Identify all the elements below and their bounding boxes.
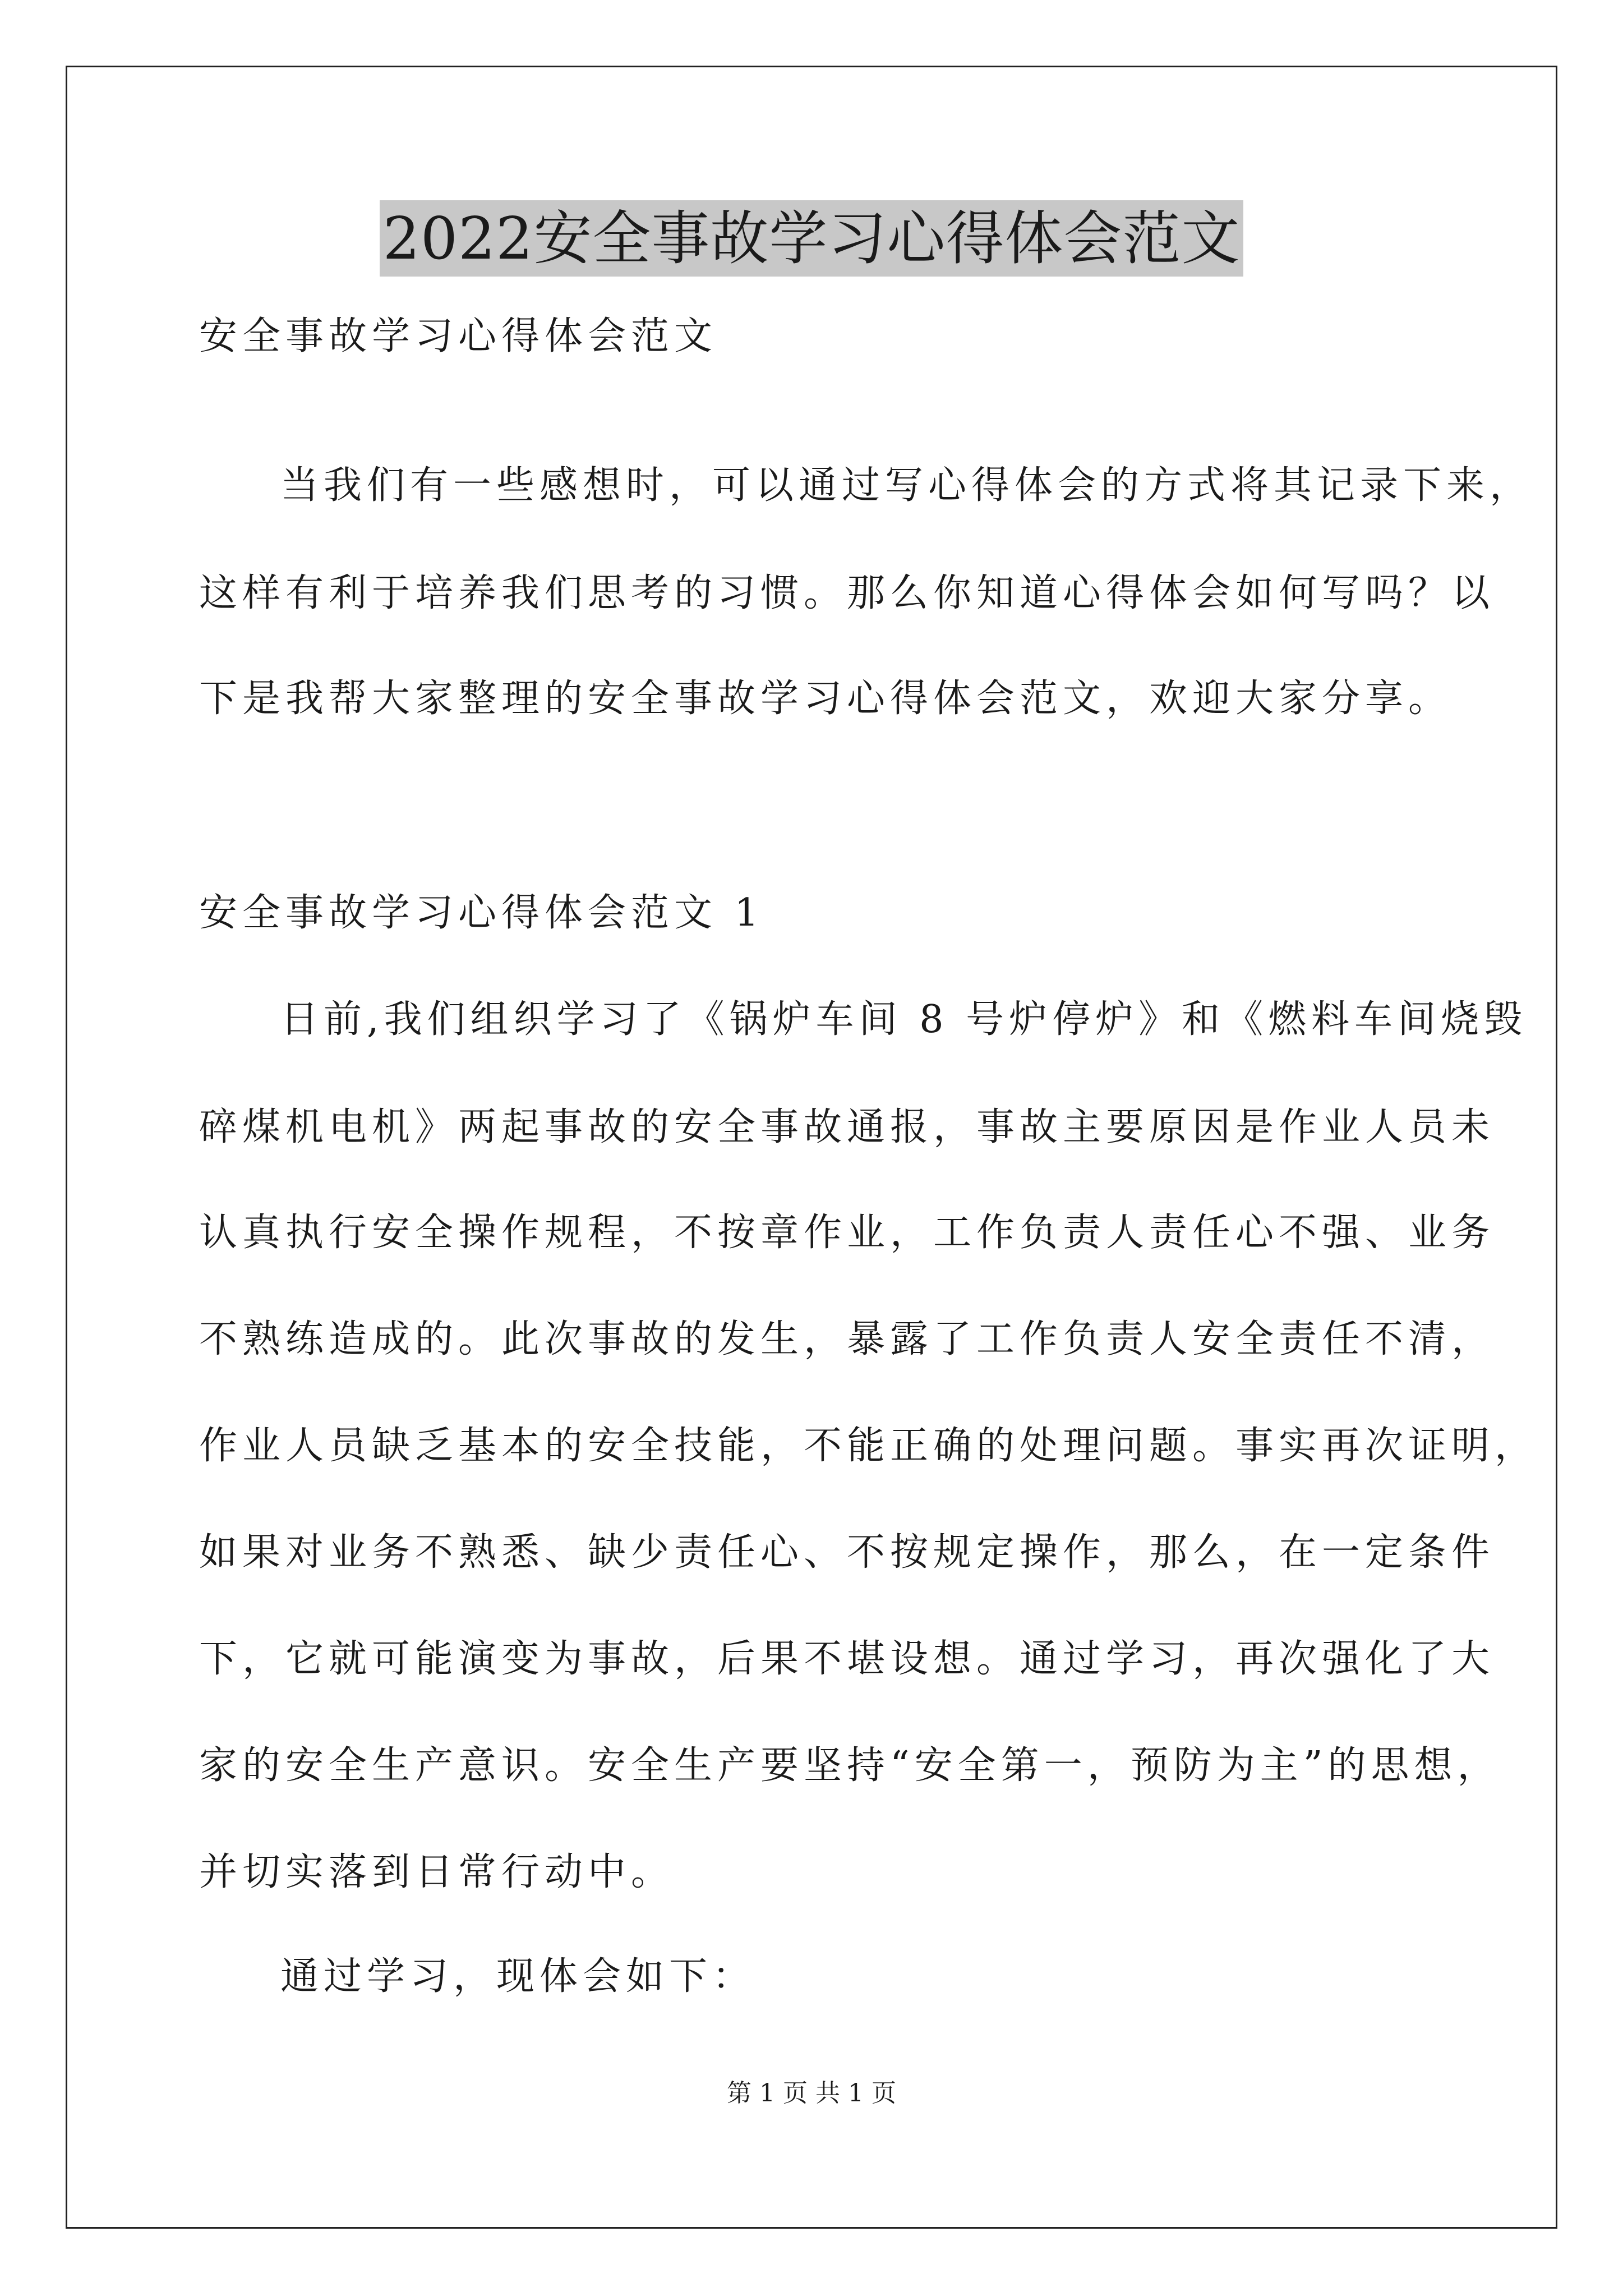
intro-line: 当我们有一些感想时，可以通过写心得体会的方式将其记录下来，: [280, 463, 1533, 508]
section-heading: 安全事故学习心得体会范文 1: [199, 891, 764, 935]
body-line: 下，它就可能演变为事故，后果不堪设想。通过学习，再次强化了大: [199, 1637, 1495, 1681]
page-footer: 第 1 页 共 1 页: [727, 2079, 896, 2108]
title-wrap: [0, 200, 1623, 277]
intro-line: 下是我帮大家整理的安全事故学习心得体会范文，欢迎大家分享。: [199, 677, 1452, 721]
intro-line: 这样有利于培养我们思考的习惯。那么你知道心得体会如何写吗？以: [199, 571, 1495, 615]
body-line: 碎煤机电机》两起事故的安全事故通报，事故主要原因是作业人员未: [199, 1105, 1495, 1149]
document-title: 2022安全事故学习心得体会范文: [380, 200, 1244, 277]
body-line: 不熟练造成的。此次事故的发生，暴露了工作负责人安全责任不清，: [199, 1317, 1495, 1361]
closing-line: 通过学习，现体会如下：: [280, 1954, 756, 1999]
body-line: 日前,我们组织学习了《锅炉车间 8 号炉停炉》和《燃料车间烧毁: [280, 997, 1528, 1042]
body-line: 作业人员缺乏基本的安全技能，不能正确的处理问题。事实再次证明，: [199, 1424, 1538, 1468]
body-line: 并切实落到日常行动中。: [199, 1850, 675, 1894]
body-line: 家的安全生产意识。安全生产要坚持“安全第一，预防为主”的思想，: [199, 1743, 1501, 1788]
body-line: 认真执行安全操作规程，不按章作业，工作负责人责任心不强、业务: [199, 1211, 1495, 1255]
document-subtitle: 安全事故学习心得体会范文: [199, 314, 718, 358]
body-line: 如果对业务不熟悉、缺少责任心、不按规定操作，那么，在一定条件: [199, 1530, 1495, 1575]
